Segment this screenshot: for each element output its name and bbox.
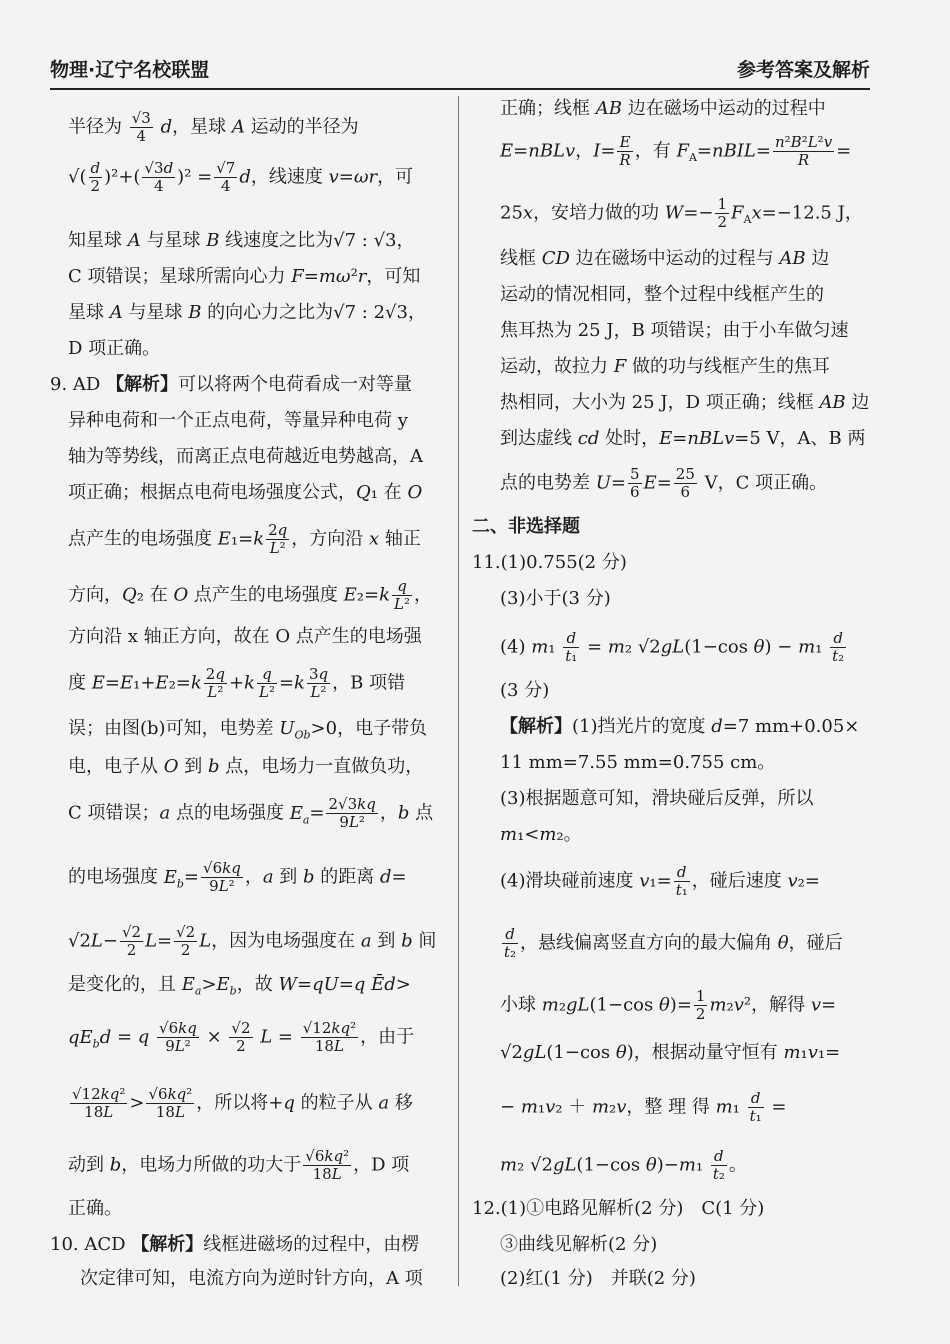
right-line-6: 焦耳热为 25 J，B 项错误；由于小车做匀速 (500, 320, 849, 341)
left-line-17: C 项错误；a 点的电场强度 $E_a=$ $\frac{2√3kq}{\text{9L²}}$ ，b 点 (68, 795, 434, 831)
right-line-24: − m₁v₂ ＋ m₂v，整 理 得 m₁ $\frac{d}{\text{t₁}}$ = (500, 1089, 787, 1125)
right-line-7: 运动，故拉力 F 做的功与线框产生的焦耳 (500, 356, 830, 377)
left-line-2: √( $\frac{d}{2}$ )²+( $\frac{√3d}{4}$ )² = $\frac{√7}{4}$ d，线速度 v=ωr，可 (68, 159, 414, 195)
header-right-title: 参考答案及解析 (736, 59, 870, 81)
page-header (50, 52, 870, 90)
left-line-3: 知星球 A 与星球 B 线速度之比为√7 : √3， (68, 230, 415, 251)
left-line-8: 异种电荷和一个正点电荷，等量异种电荷 y (68, 410, 408, 431)
left-line-18: 的电场强度 $E_b=$ $\frac{√6kq}{\text{9L²}}$ ，a 到 b 的距离 d= (68, 859, 407, 895)
section-title: 二、非选择题 (472, 516, 580, 537)
right-line-13: (3)小于(3 分) (500, 588, 611, 609)
header-left-title: 物理·辽宁名校联盟 (50, 59, 210, 81)
left-line-20: 是变化的，且 $E_a>E_b$，故 W=qU=q Ēd> (68, 974, 411, 998)
right-line-17: 11 mm=7.55 mm=0.755 cm。 (500, 752, 776, 773)
right-line-4: 线框 CD 边在磁场中运动的过程与 AB 边 (500, 248, 830, 269)
left-line-13: 方向沿 x 轴正方向，故在 O 点产生的电场强 (68, 626, 422, 647)
right-line-26: 12.(1)①电路见解析(2 分) C(1 分) (472, 1198, 765, 1219)
left-line-1: 半径为 $\frac{√3}{4}$ d，星球 A 运动的半径为 (68, 109, 359, 145)
right-line-1: 正确；线框 AB 边在磁场中运动的过程中 (500, 98, 826, 119)
left-line-11: 点产生的电场强度 E₁=k $\frac{2q}{\text{L²}}$ ，方向沿 x 轴正 (68, 521, 421, 557)
right-line-5: 运动的情况相同，整个过程中线框产生的 (500, 284, 824, 305)
right-line-14: (4) m₁ $\frac{d}{\text{t₁}}$ = m₂ √2gL(1−cos θ) − m₁ $\frac{d}{\text{t₂}}$ (500, 629, 845, 665)
left-line-24: 正确。 (68, 1198, 122, 1219)
right-line-12: 11.(1)0.755(2 分) (472, 552, 627, 573)
left-line-9: 轴为等势线，而离正点电荷越近电势越高，A (68, 446, 423, 467)
left-line-26: 次定律可知，电流方向为逆时针方向，A 项 (80, 1268, 423, 1289)
left-line-10: 项正确；根据点电荷电场强度公式，Q₁ 在 O (68, 482, 423, 503)
column-divider (458, 96, 459, 1286)
right-line-16: 【解析】(1)挡光片的宽度 d=7 mm+0.05× (500, 716, 860, 737)
left-line-6: D 项正确。 (68, 338, 161, 359)
right-line-19: m₁<m₂。 (500, 824, 582, 845)
left-line-14: 度 E=E₁+E₂=k $\frac{2q}{\text{L²}}$ +k $\frac{q}{\text{L²}}$ =k $\frac{3q}{\text{L²}}$ ，B 项错 (68, 665, 406, 701)
right-line-25: m₂ √2gL(1−cos θ)−m₁ $\frac{d}{\text{t₂}}$ 。 (500, 1147, 747, 1183)
right-line-20: (4)滑块碰前速度 v₁= $\frac{d}{\text{t₁}}$ ，碰后速度 v₂= (500, 863, 820, 899)
right-line-28: (2)红(1 分) 并联(2 分) (500, 1268, 696, 1289)
left-line-19: √2L− $\frac{√2}{2}$ L= $\frac{√2}{2}$ L，因为电场强度在 a 到 b 间 (68, 923, 437, 959)
right-line-23: √2gL(1−cos θ)，根据动量守恒有 m₁v₁= (500, 1042, 841, 1063)
right-line-10: 点的电势差 U= $\frac{5}{6}$ E= $\frac{25}{6}$ V，C 项正确。 (500, 465, 828, 501)
right-line-2: E=nBLv，I= $\frac{E}{R}$ ，有 $F_A=nBIL=$ $\frac{\text{n²B²L²v}}{R}$ = (500, 133, 852, 169)
right-line-8: 热相同，大小为 25 J，D 项正确；线框 AB 边 (500, 392, 870, 413)
right-line-9: 到达虚线 cd 处时，E=nBLv=5 V，A、B 两 (500, 428, 866, 449)
right-line-3: 25x，安培力做的功 W=− $\frac{1}{2}$ $F_Ax=-12.5$ J， (500, 195, 863, 231)
left-line-16: 电，电子从 O 到 b 点，电场力一直做负功， (68, 756, 424, 777)
left-line-25: 10. ACD 【解析】线框进磁场的过程中，由楞 (50, 1234, 420, 1255)
right-line-21: $\frac{d}{\text{t₂}}$ ，悬线偏离竖直方向的最大偏角 θ，碰后 (504, 925, 843, 961)
left-line-12: 方向，Q₂ 在 O 点产生的电场强度 E₂=k $\frac{q}{\text{L²}}$ ， (68, 577, 433, 613)
left-line-4: C 项错误；星球所需向心力 F=mω²r，可知 (68, 266, 421, 287)
left-line-5: 星球 A 与星球 B 的向心力之比为√7 : 2√3， (68, 302, 426, 323)
left-line-22: $\frac{\text{√12kq²}}{18L}$ > $\frac{\text{√6kq²}}{18L}$ ，所以将+q 的粒子从 a 移 (72, 1085, 413, 1121)
right-line-27: ③曲线见解析(2 分) (500, 1234, 658, 1255)
left-line-15: 误；由图(b)可知，电势差 $U_{Ob}>0$，电子带负 (68, 718, 428, 742)
right-line-22: 小球 m₂gL(1−cos θ)= $\frac{1}{2}$ m₂v²，解得 v= (500, 987, 837, 1023)
right-line-15: (3 分) (500, 680, 550, 701)
left-line-21: $qE_bd = q$ $\frac{√6kq}{\text{9L²}}$ × $\frac{√2}{2}$ L = $\frac{\text{√12kq²}}{18L}$ ，由于 (68, 1019, 415, 1055)
left-line-23: 动到 b，电场力所做的功大于 $\frac{\text{√6kq²}}{18L}$ ，D 项 (68, 1147, 410, 1183)
left-line-7: 9. AD 【解析】可以将两个电荷看成一对等量 (50, 374, 413, 395)
right-line-18: (3)根据题意可知，滑块碰后反弹，所以 (500, 788, 814, 809)
